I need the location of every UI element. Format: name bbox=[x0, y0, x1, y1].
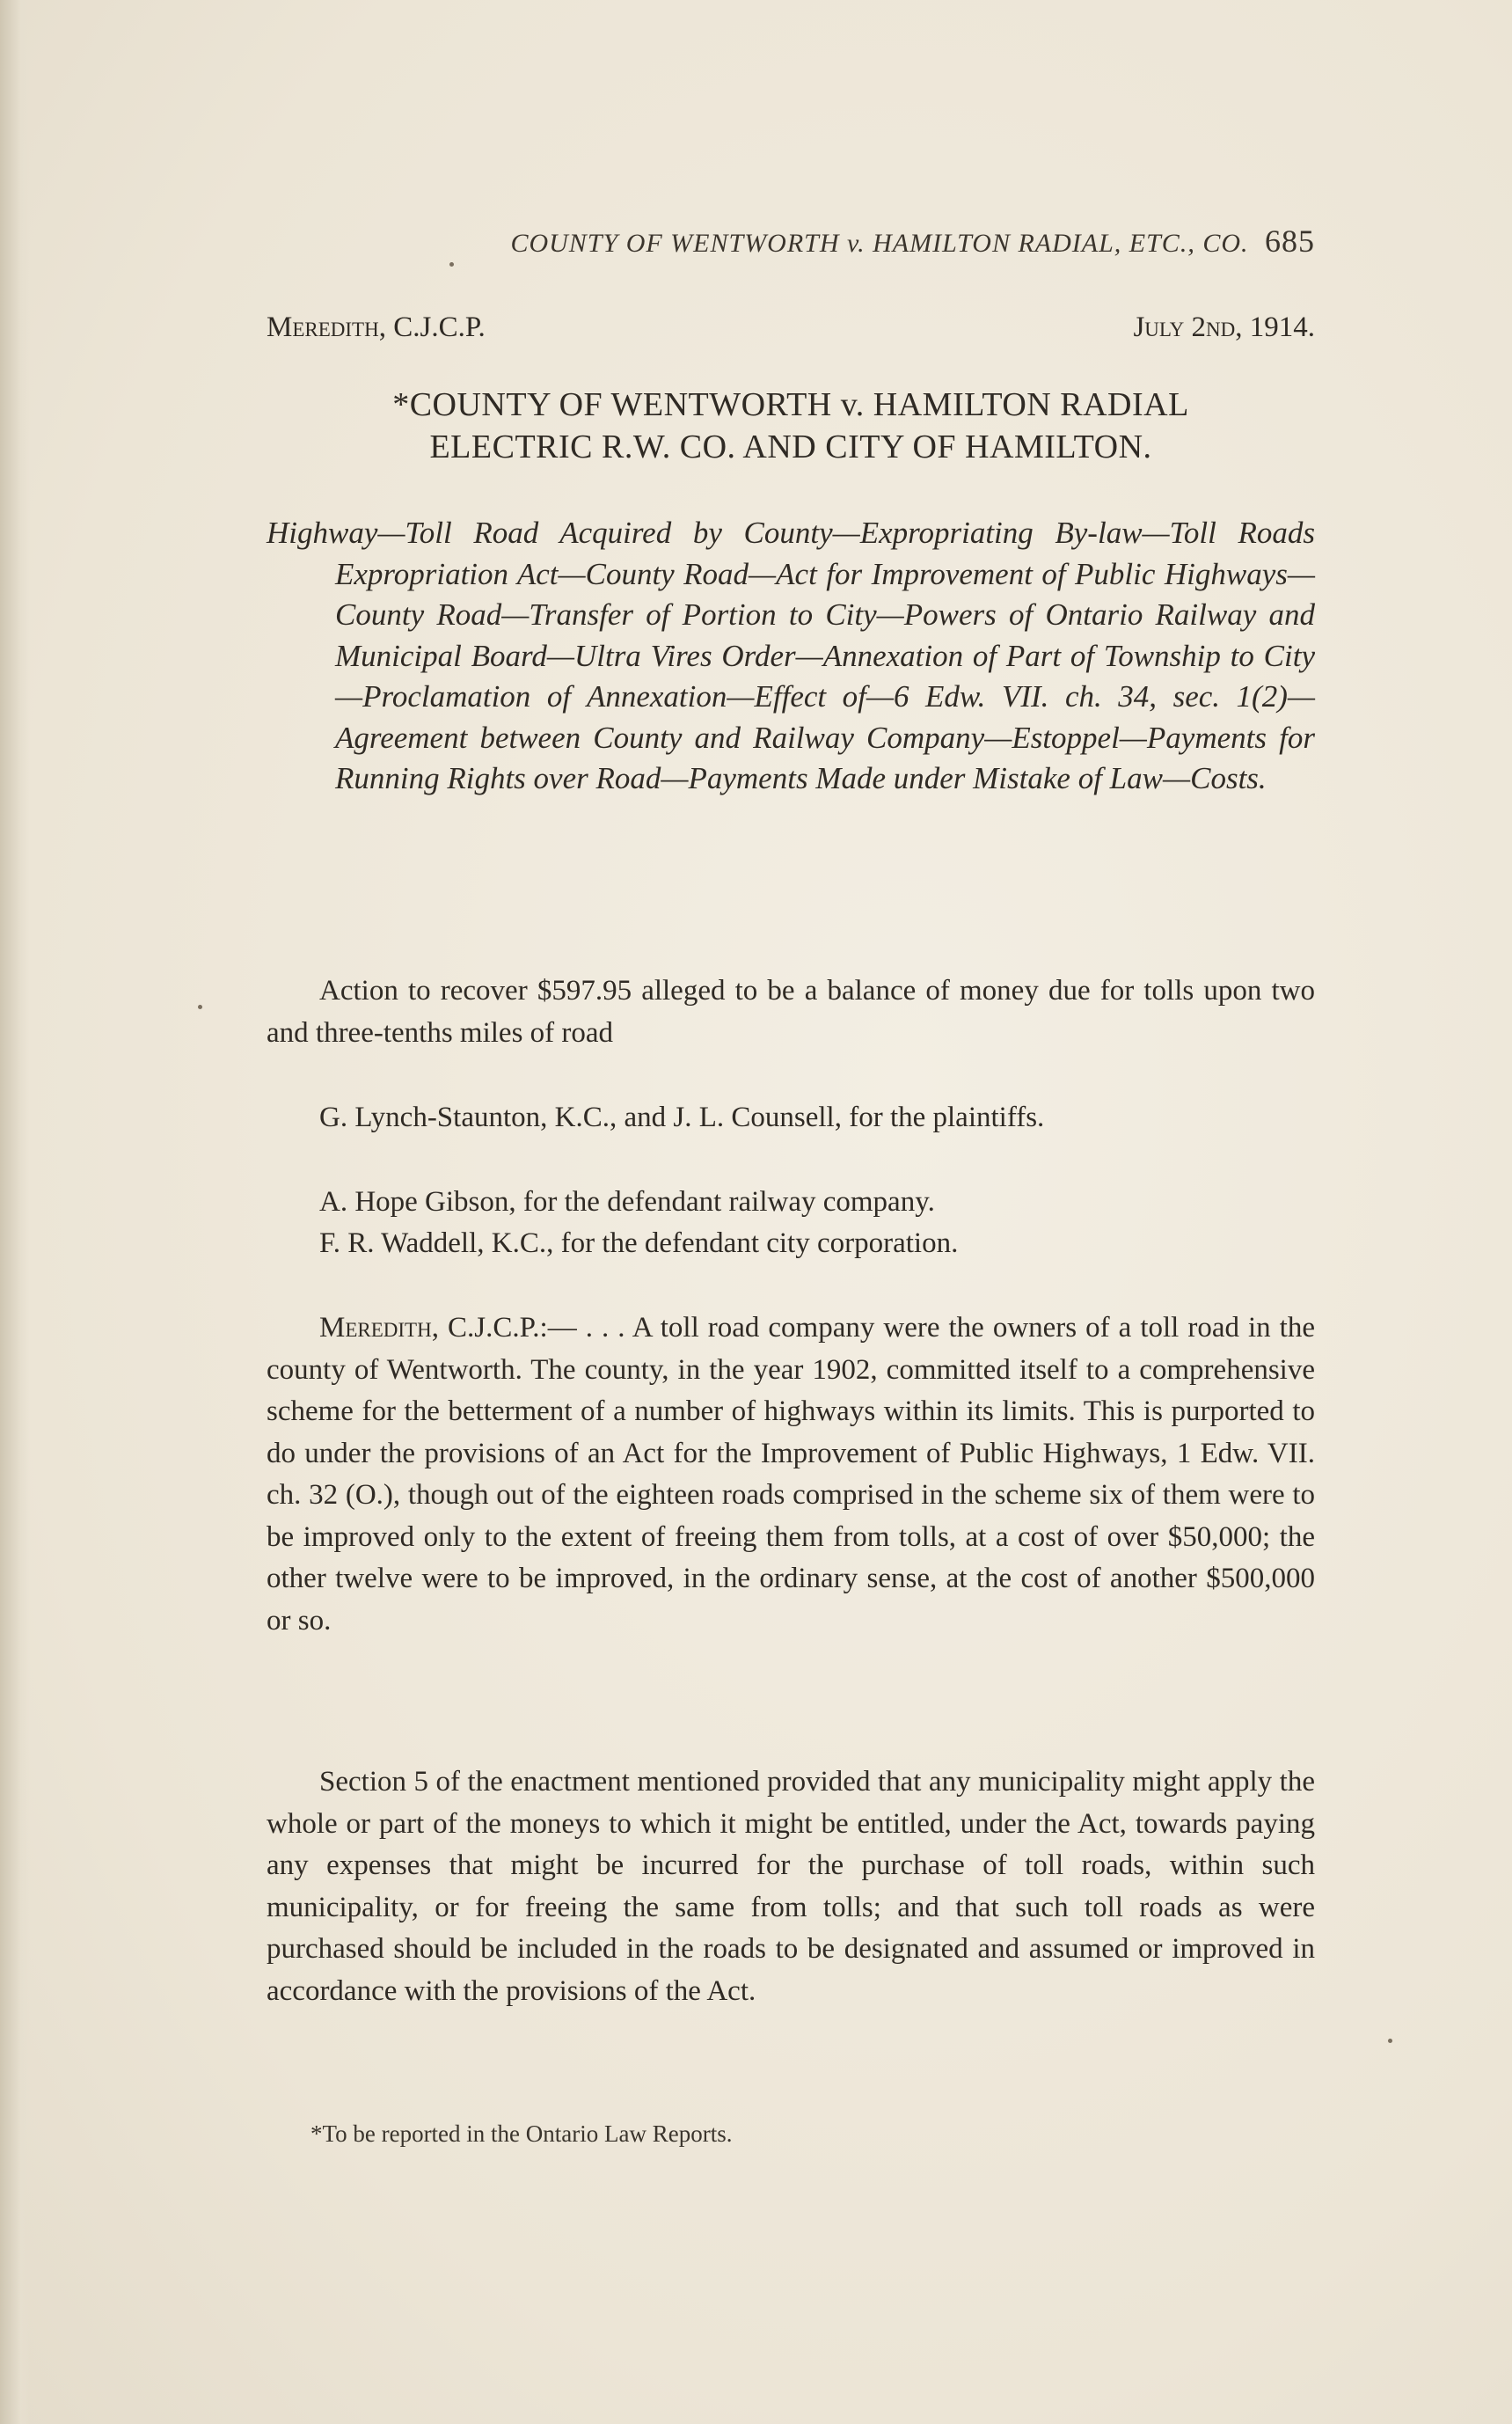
judgment-judge: Meredith, C.J.C.P. bbox=[319, 1312, 540, 1344]
print-speck bbox=[449, 262, 454, 267]
counsel-city: F. R. Waddell, K.C., for the defendant city corporation. bbox=[319, 1227, 959, 1259]
judgment-paragraph bbox=[267, 1307, 1315, 1642]
book-spine-shadow bbox=[0, 0, 30, 2424]
judgment-text: A toll road company were the owners of a toll road in the county of Wentworth. The county, in the year 1902, committed itself to a comprehensive scheme for the betterment of a number of highways within its limits. This is purported to do under the provisions of an Act for the Improvement of Public Highways, 1 Edw. VII. ch. 32 (O.), though out of the eighteen roads comprised in the scheme six of them were to be improved only to the extent of freeing them from tolls, at a cost of over $50,000; the other twelve were to be improved, in the ordinary sense, at the cost of another $500,000 or so. bbox=[267, 1312, 1315, 1637]
running-head-title: COUNTY OF WENTWORTH v. HAMILTON RADIAL, ETC., CO. bbox=[510, 229, 1249, 258]
print-speck bbox=[198, 1005, 202, 1009]
judge-date-line bbox=[267, 311, 1315, 344]
headnote: Highway—Toll Road Acquired by County—Expropriating By-law—Toll Roads Expropriation Act—County Road—Act for Improvement of Public Highways—County Road—Transfer of Portion to City—Powers of Ontario Railway and Municipal Board—Ultra Vires Order—Annexation of Part of Township to City—Proclamation of Annexation—Effect of—6 Edw. VII. ch. 34, sec. 1(2)—Agreement between County and Railway Company—Estoppel—Payments for Running Rights over Road—Payments Made under Mistake of Law—Costs. bbox=[267, 516, 1315, 795]
case-title-line-1: *COUNTY OF WENTWORTH v. HAMILTON RADIAL bbox=[392, 386, 1189, 423]
section-paragraph: Section 5 of the enactment mentioned provided that any municipality might apply the whole or part of the moneys to which it might be entitled, under the Act, towards paying any expenses that might be incurred for the purchase of toll roads, within such municipality, or for freeing the same from tolls; and that such toll roads as were purchased should be included in the roads to be designated and assumed or improved in accordance with the provisions of the Act. bbox=[267, 1766, 1315, 2007]
judge-name: Meredith, C.J.C.P. bbox=[267, 311, 486, 343]
judgment-intro: :— . . . bbox=[539, 1312, 632, 1344]
footnote: *To be reported in the Ontario Law Reports. bbox=[310, 2120, 733, 2147]
action-paragraph: Action to recover $597.95 alleged to be a balance of money due for tolls upon two and three-tenths miles of road bbox=[267, 975, 1315, 1049]
counsel-railway: A. Hope Gibson, for the defendant railway company. bbox=[319, 1186, 935, 1218]
running-head bbox=[303, 223, 1315, 260]
case-title bbox=[267, 384, 1315, 468]
decision-date: July 2nd, 1914. bbox=[1133, 311, 1315, 343]
counsel-plaintiffs: G. Lynch-Staunton, K.C., and J. L. Counsell, for the plaintiffs. bbox=[319, 1102, 1045, 1133]
print-speck bbox=[1388, 2039, 1392, 2043]
page-number: 685 bbox=[1265, 223, 1315, 259]
case-title-line-2: ELECTRIC R.W. CO. AND CITY OF HAMILTON. bbox=[429, 428, 1152, 465]
